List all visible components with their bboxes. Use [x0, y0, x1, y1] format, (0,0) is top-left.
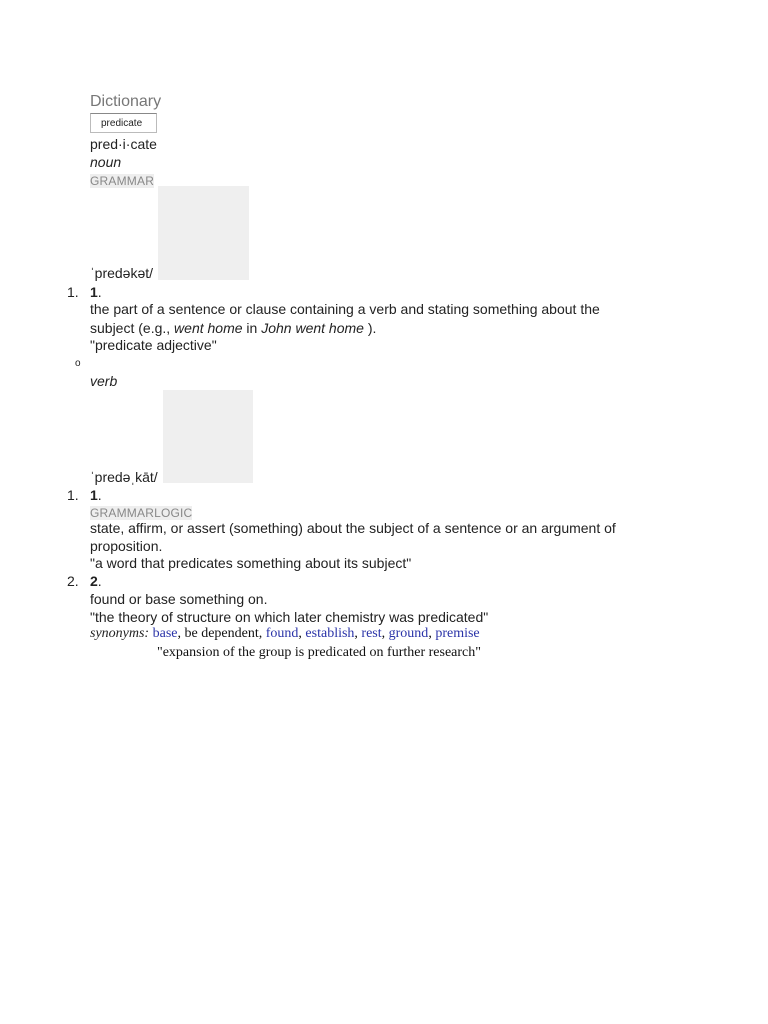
synonym-text: be dependent — [184, 626, 259, 641]
grammar-logic-label: GRAMMARLOGIC — [90, 506, 193, 520]
sense-number: 1. — [90, 284, 102, 300]
definition-verb-1-line1: state, affirm, or assert (something) about the subject of a sentence or an argument of — [90, 520, 616, 536]
definition-verb-2: found or base something on. — [90, 591, 268, 607]
synonyms-line: synonyms: base, be dependent, found, establish, rest, ground, premise — [90, 626, 480, 641]
example-verb-2: "the theory of structure on which later chemistry was predicated" — [90, 609, 489, 625]
definition-verb-1-line2: proposition. — [90, 538, 163, 554]
pronunciation-image — [158, 186, 249, 280]
search-input[interactable]: predicate — [90, 113, 157, 133]
definition-noun-line1: the part of a sentence or clause containing a verb and stating something about the — [90, 301, 600, 317]
sense-number: 2. — [90, 573, 102, 589]
example-verb-1: "a word that predicates something about its subject" — [90, 555, 412, 571]
pronunciation-image — [163, 390, 253, 483]
dictionary-title: Dictionary — [90, 93, 162, 110]
synonym-link[interactable]: ground — [388, 626, 429, 641]
synonym-link[interactable]: found — [265, 626, 299, 641]
sense-marker: 1. — [67, 487, 79, 503]
sense-marker: 2. — [67, 573, 79, 589]
bullet-marker: o — [75, 358, 81, 369]
synonym-link[interactable]: base — [152, 626, 178, 641]
synonyms-label: synonyms: — [90, 626, 150, 641]
sense-marker: 1. — [67, 284, 79, 300]
grammar-label: GRAMMAR — [90, 174, 155, 188]
sense-number: 1. — [90, 487, 102, 503]
phonetic-noun: ˈpredəkət/ — [90, 265, 154, 281]
synonym-example: "expansion of the group is predicated on further research" — [157, 645, 481, 660]
pos-verb: verb — [90, 373, 118, 389]
definition-noun-line2: subject (e.g., went home in John went home ). — [90, 320, 377, 336]
synonym-link[interactable]: establish — [305, 626, 355, 641]
phonetic-verb: ˈpredəˌkāt/ — [90, 469, 158, 485]
synonym-link[interactable]: premise — [435, 626, 480, 641]
headword: pred·i·cate — [90, 136, 157, 152]
synonym-link[interactable]: rest — [361, 626, 382, 641]
pos-noun: noun — [90, 154, 122, 170]
example-noun: "predicate adjective" — [90, 337, 217, 353]
